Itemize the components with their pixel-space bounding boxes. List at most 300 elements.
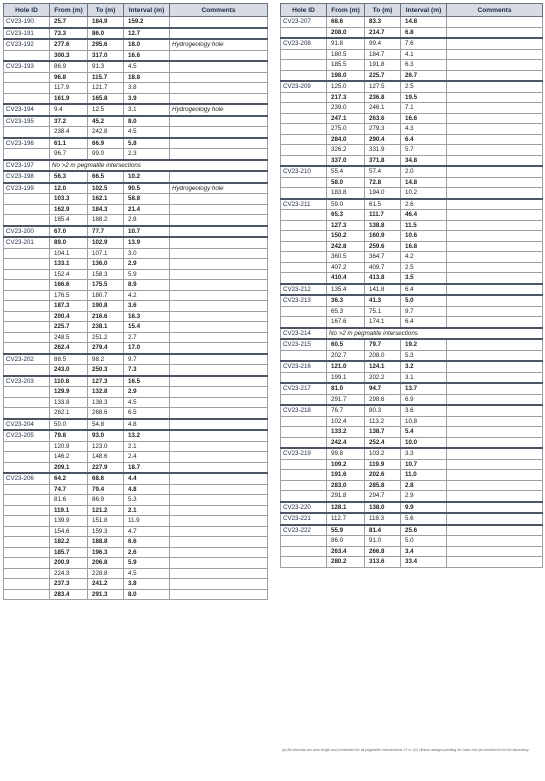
hole-id-cell: [281, 210, 327, 221]
to-cell: 279.3: [365, 124, 401, 135]
interval-cell: 8.0: [124, 589, 170, 600]
to-cell: 94.7: [365, 383, 401, 394]
interval-cell: 10.2: [124, 171, 170, 183]
to-cell: 228.8: [88, 568, 124, 579]
interval-cell: 2.1: [124, 441, 170, 452]
table-row: [281, 557, 543, 568]
comment-cell: [170, 332, 268, 343]
comment-cell: [447, 480, 543, 491]
interval-cell: 5.3: [401, 350, 447, 361]
table-row: [281, 49, 543, 60]
hole-id-cell: [4, 343, 50, 354]
comment-cell: [170, 72, 268, 83]
interval-cell: 6.4: [401, 284, 447, 296]
to-cell: 290.4: [365, 134, 401, 145]
to-cell: 184.9: [88, 17, 124, 28]
hole-id-cell: CV23-216: [281, 361, 327, 372]
to-cell: 251.2: [88, 332, 124, 343]
to-cell: 196.3: [88, 547, 124, 558]
comment-cell: [170, 171, 268, 183]
table-row: [281, 448, 543, 459]
table-row: [281, 536, 543, 547]
interval-cell: 2.5: [401, 262, 447, 273]
comment-cell: [170, 354, 268, 365]
to-cell: 227.9: [88, 462, 124, 473]
interval-cell: 16.5: [124, 376, 170, 387]
to-cell: 160.9: [365, 231, 401, 242]
comment-cell: [170, 248, 268, 259]
to-cell: 86.9: [88, 495, 124, 506]
table-row: [281, 502, 543, 514]
from-cell: 127.3: [327, 220, 365, 231]
column-header: Interval (m): [401, 4, 447, 17]
hole-id-cell: CV23-208: [281, 38, 327, 49]
hole-id-cell: [281, 60, 327, 71]
hole-id-cell: CV23-202: [4, 354, 50, 365]
to-cell: 12.5: [88, 104, 124, 116]
table-row: [4, 430, 268, 441]
comment-cell: [170, 495, 268, 506]
hole-id-cell: [281, 480, 327, 491]
from-cell: 183.8: [327, 188, 365, 199]
hole-id-cell: [4, 322, 50, 333]
table-row: [4, 248, 268, 259]
comment-cell: [170, 269, 268, 280]
hole-id-cell: [4, 526, 50, 537]
interval-cell: 16.8: [401, 241, 447, 252]
to-cell: 102.5: [88, 183, 124, 194]
table-row: [4, 579, 268, 590]
interval-cell: 3.6: [401, 405, 447, 416]
interval-cell: 4.8: [124, 484, 170, 495]
hole-id-cell: [4, 484, 50, 495]
table-row: [281, 155, 543, 166]
to-cell: 294.7: [365, 491, 401, 502]
to-cell: 138.8: [365, 220, 401, 231]
comment-cell: [170, 579, 268, 590]
hole-id-cell: CV23-200: [4, 226, 50, 238]
to-cell: 184.7: [365, 49, 401, 60]
table-row: [4, 354, 268, 365]
from-cell: 176.5: [50, 290, 88, 301]
interval-cell: 3.0: [124, 248, 170, 259]
hole-id-cell: [4, 259, 50, 270]
interval-cell: 2.9: [401, 491, 447, 502]
table-row: [4, 104, 268, 116]
table-row: [281, 546, 543, 557]
from-cell: 208.0: [327, 27, 365, 38]
hole-id-cell: CV23-197: [4, 160, 50, 172]
from-cell: 187.3: [50, 301, 88, 312]
from-cell: 133.8: [50, 397, 88, 408]
to-cell: 81.4: [365, 525, 401, 536]
interval-cell: 9.7: [124, 354, 170, 365]
interval-cell: 13.7: [401, 383, 447, 394]
table-row: [281, 405, 543, 416]
hole-id-cell: [4, 547, 50, 558]
to-cell: 99.0: [88, 149, 124, 160]
interval-cell: 5.7: [401, 145, 447, 156]
from-cell: 73.3: [50, 28, 88, 40]
from-cell: 242.4: [327, 437, 365, 448]
comment-cell: [447, 166, 543, 177]
to-cell: 41.3: [365, 295, 401, 306]
from-cell: 81.6: [50, 495, 88, 506]
comment-cell: [447, 273, 543, 284]
comment-cell: [447, 124, 543, 135]
hole-id-cell: [281, 394, 327, 405]
table-row: [4, 50, 268, 61]
hole-id-cell: [4, 269, 50, 280]
interval-cell: 3.1: [124, 104, 170, 116]
comment-cell: [170, 215, 268, 226]
comment-cell: [447, 317, 543, 328]
comment-cell: [170, 290, 268, 301]
table-row: [4, 183, 268, 194]
interval-cell: 2.4: [124, 452, 170, 463]
hole-id-cell: [4, 72, 50, 83]
comment-cell: [170, 226, 268, 238]
to-cell: 119.9: [365, 459, 401, 470]
comment-cell: [447, 372, 543, 383]
from-cell: 76.7: [327, 405, 365, 416]
hole-id-cell: [281, 113, 327, 124]
hole-id-cell: CV23-196: [4, 138, 50, 149]
to-cell: 79.4: [88, 484, 124, 495]
from-cell: 337.0: [327, 155, 365, 166]
from-cell: 96.7: [50, 149, 88, 160]
interval-cell: 11.5: [401, 220, 447, 231]
comment-cell: [170, 93, 268, 104]
interval-cell: 16.6: [401, 113, 447, 124]
column-header: Hole ID: [4, 4, 50, 17]
from-cell: 238.4: [50, 127, 88, 138]
table-footnote: (a) All intervals are core length and presented for all pegmatite intersections >2 m. (b) Lithium assays pending for holes not yet received from the laboratory.: [282, 748, 530, 752]
from-cell: 199.1: [327, 372, 365, 383]
to-cell: 121.2: [88, 505, 124, 516]
column-header: Comments: [447, 4, 543, 17]
comment-cell: [170, 387, 268, 398]
comment-cell: No >2 m pegmatite intersections: [327, 328, 543, 340]
to-cell: 61.5: [365, 199, 401, 210]
table-row: [281, 124, 543, 135]
comment-cell: [447, 361, 543, 372]
interval-cell: 2.6: [124, 547, 170, 558]
from-cell: 237.3: [50, 579, 88, 590]
from-cell: 55.9: [327, 525, 365, 536]
comment-cell: [447, 60, 543, 71]
table-row: [4, 39, 268, 50]
from-cell: 58.0: [327, 177, 365, 188]
hole-id-cell: CV23-203: [4, 376, 50, 387]
table-row: [4, 589, 268, 600]
comment-cell: Hydrogeology hole: [170, 183, 268, 194]
from-cell: 55.4: [327, 166, 365, 177]
table-row: [4, 93, 268, 104]
hole-id-cell: CV23-220: [281, 502, 327, 514]
interval-cell: 2.3: [124, 149, 170, 160]
comment-cell: [447, 177, 543, 188]
hole-id-cell: [4, 495, 50, 506]
hole-id-cell: CV23-212: [281, 284, 327, 296]
from-cell: 182.2: [50, 537, 88, 548]
hole-id-cell: [4, 589, 50, 600]
left-results-table: [3, 3, 268, 600]
comment-cell: [447, 49, 543, 60]
column-header: To (m): [365, 4, 401, 17]
from-cell: 56.3: [50, 171, 88, 183]
hole-id-cell: [4, 301, 50, 312]
interval-cell: 3.6: [124, 301, 170, 312]
hole-id-cell: [4, 280, 50, 291]
hole-id-cell: [281, 155, 327, 166]
comment-cell: [170, 311, 268, 322]
to-cell: 127.3: [88, 376, 124, 387]
to-cell: 291.3: [88, 589, 124, 600]
from-cell: 326.2: [327, 145, 365, 156]
table-row: [4, 332, 268, 343]
to-cell: 66.5: [88, 171, 124, 183]
from-cell: 119.1: [50, 505, 88, 516]
comment-cell: [170, 194, 268, 205]
to-cell: 409.7: [365, 262, 401, 273]
comment-cell: [447, 459, 543, 470]
hole-id-cell: CV23-219: [281, 448, 327, 459]
hole-id-cell: [4, 441, 50, 452]
interval-cell: 4.3: [401, 124, 447, 135]
interval-cell: 3.2: [401, 361, 447, 372]
hole-id-cell: [4, 50, 50, 61]
interval-cell: 17.0: [124, 343, 170, 354]
hole-id-cell: [4, 127, 50, 138]
interval-cell: 4.2: [124, 290, 170, 301]
comment-cell: [447, 427, 543, 438]
interval-cell: 2.6: [401, 199, 447, 210]
table-row: [281, 416, 543, 427]
comment-cell: [170, 138, 268, 149]
to-cell: 165.8: [88, 93, 124, 104]
to-cell: 91.3: [88, 61, 124, 72]
table-row: [4, 365, 268, 376]
comment-cell: [170, 376, 268, 387]
from-cell: 50.0: [50, 419, 88, 431]
interval-cell: 13.9: [124, 237, 170, 248]
table-header-row: [281, 4, 543, 17]
table-row: [281, 81, 543, 92]
from-cell: 79.8: [50, 430, 88, 441]
table-row: [281, 134, 543, 145]
to-cell: 77.7: [88, 226, 124, 238]
interval-cell: 19.2: [401, 339, 447, 350]
comment-cell: [170, 484, 268, 495]
from-cell: 275.0: [327, 124, 365, 135]
comment-cell: [170, 50, 268, 61]
hole-id-cell: [4, 558, 50, 569]
table-row: [281, 220, 543, 231]
interval-cell: 5.9: [124, 269, 170, 280]
to-cell: 268.6: [88, 408, 124, 419]
comment-cell: [447, 513, 543, 525]
hole-id-cell: CV23-221: [281, 513, 327, 525]
comment-cell: [447, 557, 543, 568]
table-row: [4, 116, 268, 127]
to-cell: 113.2: [365, 416, 401, 427]
hole-id-cell: [4, 290, 50, 301]
to-cell: 225.7: [365, 70, 401, 81]
hole-id-cell: CV23-204: [4, 419, 50, 431]
hole-id-cell: [281, 145, 327, 156]
comment-cell: [447, 210, 543, 221]
comment-cell: [170, 430, 268, 441]
from-cell: 68.6: [327, 17, 365, 28]
from-cell: 239.0: [327, 103, 365, 114]
comment-cell: [447, 394, 543, 405]
from-cell: 67.0: [50, 226, 88, 238]
hole-id-cell: [281, 231, 327, 242]
table-row: [281, 383, 543, 394]
from-cell: 60.5: [327, 339, 365, 350]
comment-cell: [447, 17, 543, 28]
hole-id-cell: [281, 437, 327, 448]
interval-cell: 4.4: [124, 473, 170, 484]
to-cell: 75.1: [365, 306, 401, 317]
table-row: [281, 306, 543, 317]
table-row: [281, 210, 543, 221]
from-cell: 96.8: [50, 72, 88, 83]
from-cell: 180.5: [327, 49, 365, 60]
from-cell: 150.2: [327, 231, 365, 242]
hole-id-cell: CV23-205: [4, 430, 50, 441]
comment-cell: [170, 452, 268, 463]
column-header: From (m): [50, 4, 88, 17]
table-row: [4, 127, 268, 138]
table-row: [4, 441, 268, 452]
from-cell: 410.4: [327, 273, 365, 284]
from-cell: 139.9: [50, 516, 88, 527]
hole-id-cell: [281, 49, 327, 60]
from-cell: 133.2: [327, 427, 365, 438]
from-cell: 99.8: [327, 448, 365, 459]
interval-cell: 2.5: [401, 81, 447, 92]
to-cell: 285.8: [365, 480, 401, 491]
from-cell: 135.4: [327, 284, 365, 296]
comment-cell: Hydrogeology hole: [170, 39, 268, 50]
to-cell: 115.7: [88, 72, 124, 83]
hole-id-cell: [4, 452, 50, 463]
hole-id-cell: [281, 491, 327, 502]
comment-cell: [447, 536, 543, 547]
from-cell: 198.0: [327, 70, 365, 81]
comment-cell: [447, 103, 543, 114]
table-row: [4, 516, 268, 527]
hole-id-cell: CV23-192: [4, 39, 50, 50]
interval-cell: 26.7: [401, 70, 447, 81]
table-row: [4, 301, 268, 312]
comment-cell: [170, 237, 268, 248]
interval-cell: 16.3: [124, 311, 170, 322]
from-cell: 110.8: [50, 376, 88, 387]
interval-cell: 6.3: [401, 60, 447, 71]
comment-cell: [170, 473, 268, 484]
interval-cell: 6.4: [401, 134, 447, 145]
comment-cell: [170, 365, 268, 376]
comment-cell: [447, 339, 543, 350]
table-row: [4, 505, 268, 516]
comment-cell: [170, 505, 268, 516]
hole-id-cell: [4, 579, 50, 590]
from-cell: 224.3: [50, 568, 88, 579]
interval-cell: 6.4: [401, 317, 447, 328]
hole-id-cell: CV23-218: [281, 405, 327, 416]
to-cell: 331.9: [365, 145, 401, 156]
hole-id-cell: CV23-206: [4, 473, 50, 484]
hole-id-cell: CV23-210: [281, 166, 327, 177]
hole-id-cell: [4, 516, 50, 527]
interval-cell: 2.8: [124, 215, 170, 226]
from-cell: 209.1: [50, 462, 88, 473]
comment-cell: [447, 188, 543, 199]
from-cell: 152.4: [50, 269, 88, 280]
from-cell: 262.4: [50, 343, 88, 354]
interval-cell: 14.8: [401, 17, 447, 28]
table-row: [4, 526, 268, 537]
interval-cell: 8.9: [124, 280, 170, 291]
hole-id-cell: [4, 83, 50, 94]
to-cell: 123.0: [88, 441, 124, 452]
table-row: [281, 60, 543, 71]
table-row: [4, 495, 268, 506]
from-cell: 103.3: [50, 194, 88, 205]
interval-cell: 9.7: [401, 306, 447, 317]
interval-cell: 90.5: [124, 183, 170, 194]
to-cell: 107.1: [88, 248, 124, 259]
table-row: [281, 145, 543, 156]
interval-cell: 19.5: [401, 92, 447, 103]
comment-cell: [447, 70, 543, 81]
hole-id-cell: [281, 188, 327, 199]
from-cell: 161.9: [50, 93, 88, 104]
table-row: [4, 462, 268, 473]
to-cell: 238.1: [88, 322, 124, 333]
column-header: Comments: [170, 4, 268, 17]
from-cell: 191.6: [327, 470, 365, 481]
hole-id-cell: CV23-191: [4, 28, 50, 40]
from-cell: 61.1: [50, 138, 88, 149]
hole-id-cell: [281, 470, 327, 481]
to-cell: 242.8: [88, 127, 124, 138]
hole-id-cell: [281, 103, 327, 114]
hole-id-cell: [281, 557, 327, 568]
interval-cell: 4.5: [124, 397, 170, 408]
from-cell: 200.4: [50, 311, 88, 322]
right-results-table: [280, 3, 543, 568]
interval-cell: 5.6: [401, 513, 447, 525]
comment-cell: [170, 149, 268, 160]
from-cell: 74.7: [50, 484, 88, 495]
hole-id-cell: [281, 262, 327, 273]
column-header: Hole ID: [281, 4, 327, 17]
from-cell: 283.0: [327, 480, 365, 491]
table-row: [281, 470, 543, 481]
hole-id-cell: CV23-217: [281, 383, 327, 394]
hole-id-cell: [4, 248, 50, 259]
from-cell: 225.7: [50, 322, 88, 333]
interval-cell: 18.0: [124, 39, 170, 50]
interval-cell: 3.8: [124, 83, 170, 94]
table-row: [281, 361, 543, 372]
to-cell: 236.8: [365, 92, 401, 103]
to-cell: 191.8: [365, 60, 401, 71]
